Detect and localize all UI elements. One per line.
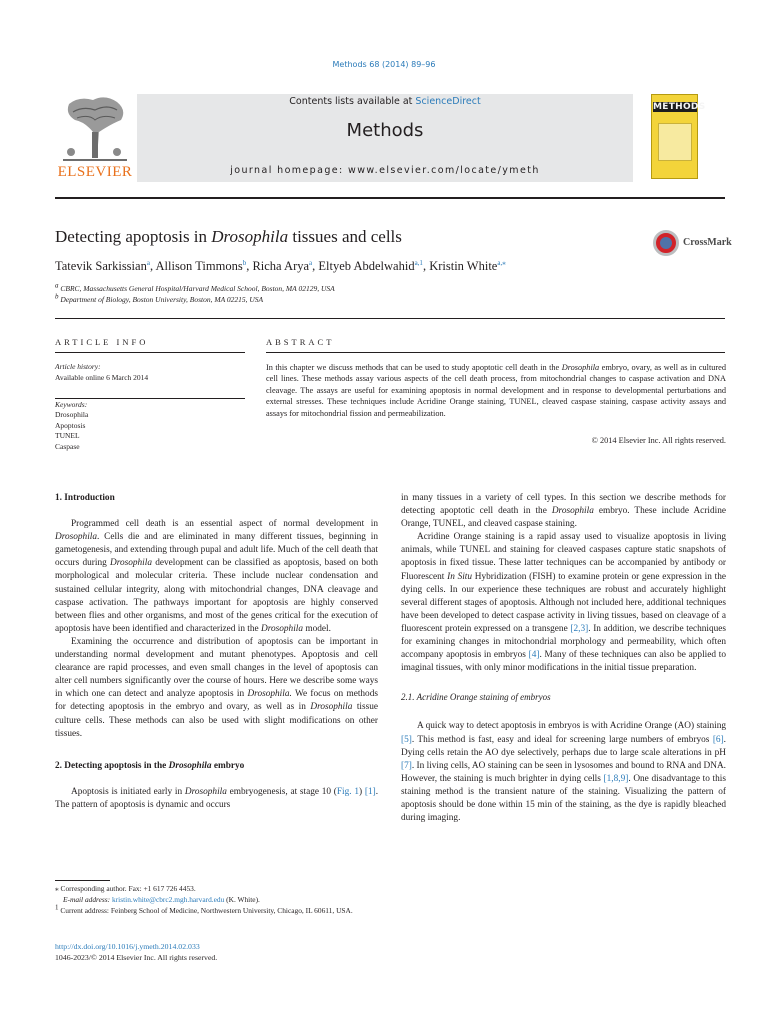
journal-citation[interactable]: Methods 68 (2014) 89–96	[332, 60, 436, 69]
keyword: Caspase	[55, 441, 80, 451]
cover-artwork	[658, 123, 692, 161]
paragraph: A quick way to detect apoptosis in embryos is with Acridine Orange (AO) staining [5]. This method is fast, easy and ideal for screening large numbers of embryos [6]. Dying cells retain the AO dye selectively, perhaps due to large scale alterations in pH [7]. In living cells, AO staining can be seen in lysosomes and bound to RNA and DNA. However, the staining is much brighter in dying cells [1,8,9]. One disadvantage to this staining method is the transient nature of the staining. Visualizing the pattern of apoptosis should be done within 15 min of the staining, as the dye is rapidly bleached during imaging.	[401, 721, 726, 824]
footnote-email: E-mail address: kristin.white@cbrc2.mgh.harvard.edu (K. White).	[63, 895, 260, 904]
reference-link[interactable]: [6]	[712, 734, 724, 745]
journal-homepage[interactable]: journal homepage: www.elsevier.com/locate/ymeth	[230, 165, 540, 176]
doi-link[interactable]: http://dx.doi.org/10.1016/j.ymeth.2014.02.033	[55, 942, 200, 951]
footnote-corresponding: ⁎ Corresponding author. Fax: +1 617 726 4453.	[55, 884, 196, 893]
paragraph: Examining the occurrence and distribution of apoptosis can be important in understanding normal development and mutant phenotypes. Apoptosis and cell clearance are rapid processes, and even small changes in the level of apoptosis can alter cell numbers significantly over the course of hours. Here we describe some ways in which one can detect and analyze apoptosis in Drosophila. We focus on methods for detecting apoptosis in the embryo and ovary, as well as in Drosophila tissue culture cells. These methods can also be used with slight modifications on other tissues.	[55, 636, 378, 739]
journal-header	[137, 94, 633, 182]
paragraph: Programmed cell death is an essential aspect of normal development in Drosophila. Cells die and are eliminated in many different tissues, beginning in gametogenesis, and extending through pupal and adult life. Much of the cell death that occurs during Drosophila development can be classified as apoptosis, based on both morphological and molecular criteria. These include nuclear condensation and sustained cellular integrity, along with mitochondrial changes, DNA cleavage and caspase activation. The pathways important for apoptosis are highly conserved between flies and other organisms, and most of the genes critical for the execution of apoptosis have been identified and characterized in the Drosophila model.	[55, 519, 378, 634]
header-divider	[55, 197, 725, 199]
reference-link[interactable]: [2,3]	[570, 623, 589, 634]
elsevier-wordmark: ELSEVIER	[57, 164, 133, 180]
keywords-list	[55, 410, 88, 452]
journal-name: Methods	[346, 120, 424, 141]
section-divider	[55, 318, 725, 319]
body-right-column	[401, 492, 726, 825]
subsection-heading: 2.1. Acridine Orange staining of embryos	[401, 692, 551, 703]
section-heading-embryo: 2. Detecting apoptosis in the Drosophila embryo	[55, 760, 245, 771]
author[interactable]: Kristin White$^{a,⁎}$	[429, 258, 506, 273]
crossmark-label: CrossMark	[683, 237, 732, 248]
footnote-divider	[55, 880, 110, 881]
article-title: Detecting apoptosis in Drosophila tissues and cells	[55, 227, 402, 246]
divider	[55, 352, 245, 353]
issn-line: 1046-2023/© 2014 Elsevier Inc. All rights reserved.	[55, 953, 218, 962]
reference-link[interactable]: [1,8,9]	[603, 773, 629, 784]
section-heading-introduction: 1. Introduction	[55, 493, 115, 503]
crossmark-badge[interactable]	[653, 230, 743, 260]
divider	[266, 352, 725, 353]
affiliation-a: $^a$ CBRC, Massachusetts General Hospital/Harvard Medical School, Boston, MA 02129, USA	[55, 281, 335, 293]
contents-line: Contents lists available at ScienceDirect	[289, 96, 481, 107]
article-info-heading: ARTICLE INFO	[55, 337, 149, 347]
body-left-column	[55, 492, 378, 812]
cover-title: METHODS	[653, 102, 706, 112]
figure-link[interactable]: Fig. 1	[336, 786, 359, 797]
paragraph: Acridine Orange staining is a rapid assay used to visualize apoptosis in living animals, while TUNEL and staining for cleaved caspases capture static snapshots of apoptosis in fixed tissue. These latter techniques can be accompanied by antibody or Fluorescent In Situ Hybridization (FISH) to examine protein or gene expression in the dying cells. In our experience these techniques are robust and accurately highlight several different stages of apoptosis. Although not included here, additional techniques have been developed to detect caspase activity in living tissues, based on cleavage of a fluorescent protein expressed on a transgene [2,3]. In addition, we describe techniques for examining changes in mitochondrial morphology and permeability, which often accompany apoptosis in embryos [4]. Many of these techniques can also be applied to imaginal tissues, with only minor modifications in the initial tissue preparation.	[401, 532, 726, 674]
keyword: Apoptosis	[55, 420, 86, 430]
author[interactable]: Eltyeb Abdelwahid$^{a,1}$	[318, 258, 423, 273]
author-list: Tatevik Sarkissian$^a$, Allison Timmons$^b$, Richa Arya$^a$, Eltyeb Abdelwahid$^{a,1}$, Kristin White$^{a,⁎}$	[55, 258, 506, 273]
author[interactable]: Richa Arya$^a$	[252, 258, 313, 273]
keyword: Drosophila	[55, 410, 89, 419]
reference-link[interactable]: [1]	[364, 786, 376, 797]
email-link[interactable]: kristin.white@cbrc2.mgh.harvard.edu	[112, 895, 225, 904]
crossmark-icon	[653, 230, 679, 256]
reference-link[interactable]: [4]	[528, 650, 540, 661]
divider	[55, 398, 245, 399]
reference-link[interactable]: [5]	[401, 734, 412, 745]
history-label: Article history:	[55, 362, 101, 371]
affiliation-b: $^b$ Department of Biology, Boston University, Boston, MA 02215, USA	[55, 292, 264, 304]
keyword: TUNEL	[55, 431, 80, 440]
paragraph: in many tissues in a variety of cell types. In this section we describe methods for detecting apoptotic cell death in the Drosophila embryo. These include Acridine Orange, TUNEL, and cleaved caspase staining.	[401, 493, 726, 530]
footnote-current-address: $^1$ Current address: Feinberg School of Medicine, Northwestern University, Chicago, IL 60611, USA.	[55, 903, 353, 915]
author[interactable]: Tatevik Sarkissian$^a$	[55, 258, 150, 273]
journal-cover-thumbnail	[651, 94, 706, 179]
history-value: Available online 6 March 2014	[55, 373, 149, 382]
reference-link[interactable]: [7]	[401, 760, 412, 771]
abstract-body: In this chapter we discuss methods that can be used to study apoptotic cell death in the Drosophila embryo, ovary, as well as in cultured cell lines. These methods assay various aspects of the cell death process, from mitochondrial changes to caspase activation and DNA cleavage. The assays are useful for examining apoptosis in normal development and in response to developmental perturbations and external stresses. These techniques include Acridine Orange staining, TUNEL, cleaved caspase staining, caspase activity assays and assays for mitochondrial fission and permeabilization.	[266, 363, 727, 418]
keywords-label: Keywords:	[55, 400, 88, 409]
author[interactable]: Allison Timmons$^b$	[155, 258, 247, 273]
abstract-copyright: © 2014 Elsevier Inc. All rights reserved.	[591, 436, 726, 445]
sciencedirect-link[interactable]: ScienceDirect	[415, 96, 481, 107]
abstract-heading: ABSTRACT	[266, 337, 335, 347]
paragraph: Apoptosis is initiated early in Drosophila embryogenesis, at stage 10 (Fig. 1) [1]. The pattern of apoptosis is dynamic and occurs	[55, 786, 379, 810]
